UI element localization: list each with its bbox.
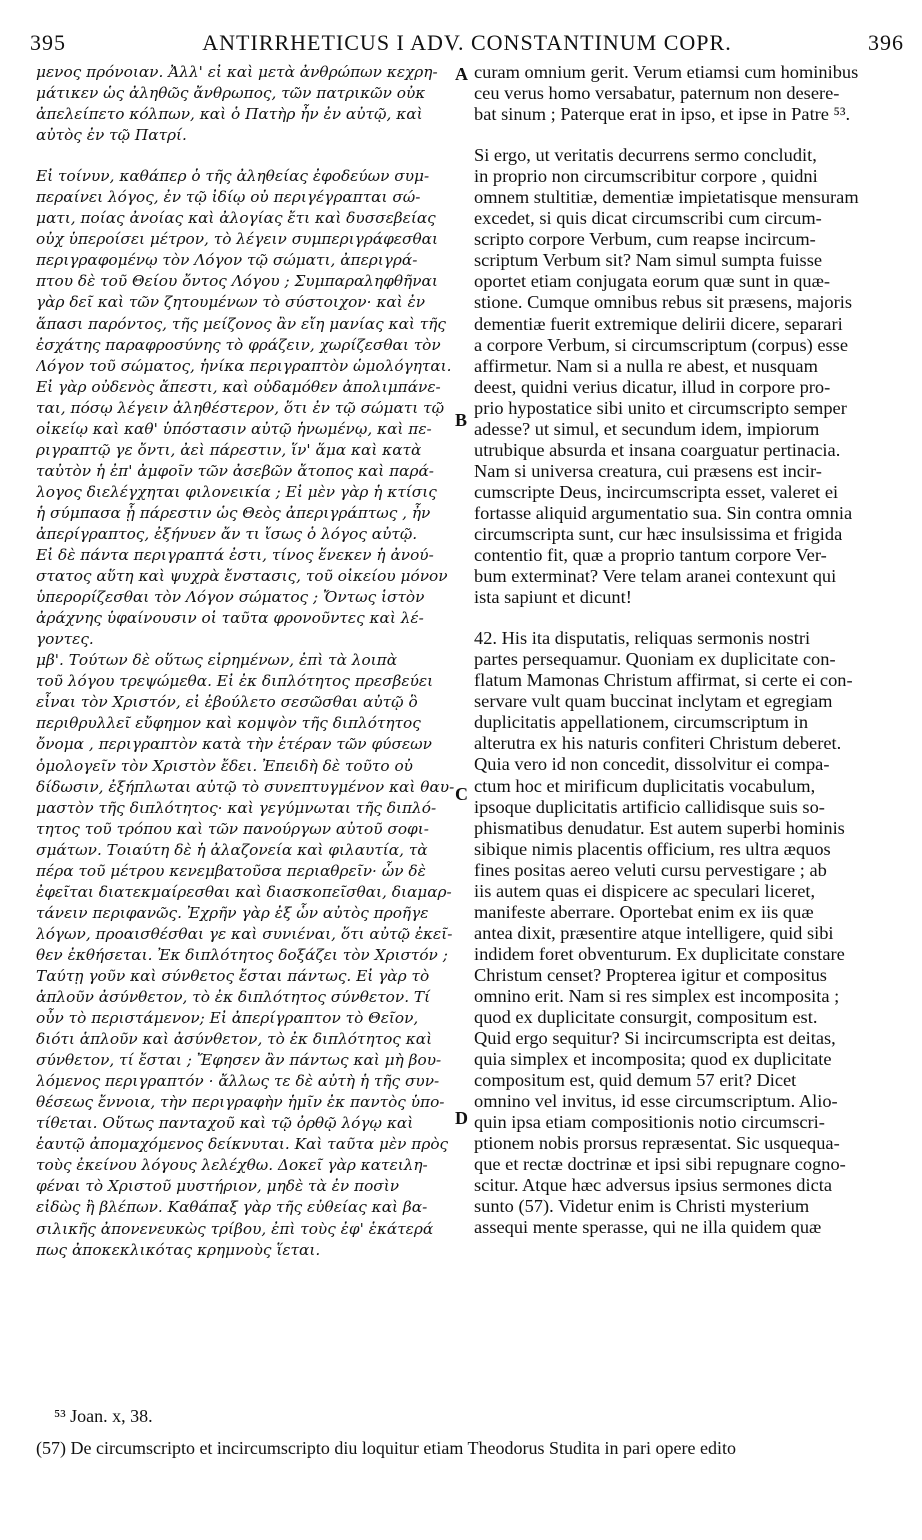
latin-line: adesse? ut simul, et secundum idem, impiorum (474, 418, 820, 439)
latin-line: compositum est, quid demum 57 erit? Dicet (474, 1070, 797, 1091)
latin-line: que et rectæ doctrinæ et ipsi sibi repugnare cogno- (474, 1154, 846, 1175)
greek-line: λογος διελέγχηται φιλονεικία ; Εἰ μὲν γὰρ ἡ κτίσις (36, 482, 437, 501)
greek-line: τητος τοῦ τρόπου καὶ τῶν πανούργων αὐτοῦ σοφι- (36, 819, 429, 838)
greek-line: τοῦ λόγου τρεψώμεθα. Εἰ ἐκ διπλότητος πρεσβεύει (36, 672, 434, 691)
latin-line: quia simplex et incomposita; quod ex duplicitate (474, 1049, 832, 1070)
footnotes (36, 1406, 904, 1470)
latin-line: flatum Mamonas Christum affirmat, si certe ei con- (474, 670, 853, 691)
latin-line: bat sinum ; Paterque erat in ipso, et ipse in Patre ⁵³. (474, 104, 851, 125)
latin-line: ipsoque duplicitatis artificio callidisque suis so- (474, 796, 825, 817)
latin-line: quod ex duplicitate consurgit, compositum est. (474, 1007, 818, 1028)
greek-line: Εἰ δὲ πάντα περιγραπτά ἐστι, τίνος ἕνεκεν ἡ ἀνού- (36, 546, 434, 565)
latin-line: Quid ergo sequitur? Si incircumscripta est deitas, (474, 1028, 836, 1049)
latin-line: in proprio non circumscribitur corpore , quidni (474, 166, 818, 187)
latin-line: oportet etiam conjugata eorum quæ sunt in quæ- (474, 271, 830, 292)
latin-line: utrubique absurda et insana coarguatur pertinacia. (474, 439, 841, 460)
greek-line: ται, πόσῳ λέγειν ἀληθέστερον, ὅτι ἐν τῷ σώματι τῷ (36, 398, 445, 417)
margin-letter-b: B (455, 410, 468, 430)
page-number-right: 396 (868, 30, 904, 55)
latin-line: sibique nimis placentis officium, res ultra æquos (474, 838, 831, 859)
latin-line: deest, quidni verius dicatur, illud in corpore pro- (474, 376, 831, 397)
latin-line: scripto corpore Verbum, cum reapse incircum- (474, 229, 816, 250)
greek-line: πτου δὲ τοῦ Θείου ὄντος Λόγου ; Συμπαραληφθῆναι (36, 272, 438, 291)
latin-paragraph-gap (474, 125, 892, 145)
greek-line: ὑπερορίζεσθαι τὸν Λόγον σώματος ; Ὄντως ἱστὸν (36, 588, 425, 607)
latin-line: ctum hoc et mirificum duplicitatis vocabulum, (474, 775, 816, 796)
greek-line: ριγραπτῷ γε ὄντι, ἀεὶ πάρεστιν, ἵν' ἅμα καὶ κατὰ (36, 440, 422, 459)
latin-line: excedet, si quis dicat circumscribi cum circum- (474, 208, 822, 229)
running-title: ANTIRRHETICUS I ADV. CONSTANTINUM COPR. (202, 30, 732, 55)
greek-line: στατος αὕτη καὶ ψυχρὰ ἔνστασις, τοῦ οἰκείου μόνον (36, 567, 448, 586)
latin-line: sunto (57). Videtur enim is Christi mysterium (474, 1196, 810, 1217)
latin-line: Quia vero id non concedit, dissolvitur ei compa- (474, 754, 830, 775)
latin-line: antea dixit, præsentire atque intelligere, quid sibi (474, 922, 834, 943)
greek-line: Εἰ τοίνυν, καθάπερ ὁ τῆς ἀληθείας ἐφοδεύων συμ- (36, 167, 430, 186)
greek-line: θεν ἐκθήσεται. Ἐκ διπλότητος δοξάζει τὸν Χριστόν ; (36, 945, 448, 964)
latin-line: omnem stultitiæ, dementiæ impietatisque mensuram (474, 187, 859, 208)
footnote-53: ⁵³ Joan. x, 38. (54, 1406, 153, 1426)
greek-line: σμάτων. Τοιαύτη δὲ ἡ ἀλαζονεία καὶ φιλαυτία, τὰ (36, 840, 428, 859)
latin-line: Christum censet? Propterea igitur et compositus (474, 964, 827, 985)
greek-line: ἀπερίγραπτος, ἐξήνυεν ἄν τι ἴσως ὁ λόγος αὐτῷ. (36, 524, 418, 543)
latin-line: prio hypostatice sibi unito et circumscripto semper (474, 397, 847, 418)
latin-line: partes persequamur. Quoniam ex duplicitate con- (474, 649, 836, 670)
greek-line: αὐτὸς ἐν τῷ Πατρί. (36, 126, 187, 145)
latin-line: dementiæ fuerit extremique delirii dicere, separari (474, 313, 843, 334)
latin-line: quin ipsa etiam compositionis notio circumscri- (474, 1112, 825, 1133)
greek-column (36, 62, 454, 1261)
latin-line: affirmetur. Nam si a nulla re abest, et nusquam (474, 355, 818, 376)
margin-letter-d: D (455, 1108, 468, 1128)
latin-line: phismatibus denudatur. Est autem superbi hominis (474, 817, 845, 838)
greek-line: Λόγον τοῦ σώματος, ἡνίκα περιγραπτὸν ὡμολόγηται. (36, 356, 452, 375)
greek-line: μβ'. Τούτων δὲ οὕτως εἰρημένων, ἐπὶ τὰ λοιπὰ (36, 651, 398, 670)
greek-line: μενος πρόνοιαν. Ἀλλ' εἰ καὶ μετὰ ἀνθρώπων κεχρη- (36, 63, 438, 81)
latin-line: manifeste aberrare. Oportebat enim ex iis quæ (474, 901, 814, 922)
greek-line: τάνειν περιφανῶς. Ἐχρῆν γὰρ ἐξ ὧν αὐτὸς προῆγε (36, 903, 429, 922)
latin-line: scitur. Atque hæc adversus ipsius sermones dicta (474, 1175, 833, 1196)
greek-line: διότι ἁπλοῦν καὶ ἀσύνθετον, τὸ ἐκ διπλότητος καὶ (36, 1030, 433, 1049)
latin-line: scriptum Verbum sit? Nam simul sumpta fuisse (474, 250, 823, 271)
greek-line: πως ἀποκεκλικότας κρημνοὺς ἵεται. (36, 1240, 321, 1259)
greek-line: περιθρυλλεῖ εὔφημον καὶ κομψὸν τῆς διπλότητος (36, 714, 421, 733)
greek-line: περιγραφομένῳ τὸν Λόγον τῷ σώματι, ἀπεριγρά- (36, 251, 418, 270)
greek-line: γοντες. (36, 630, 94, 649)
greek-line: ἁπλοῦν ἀσύνθετον, τὸ ἐκ διπλότητος σύνθετον. Τί (36, 988, 431, 1007)
greek-line: σύνθετον, τί ἔσται ; Ἔφησεν ἂν πάντως καὶ μὴ βου- (36, 1051, 442, 1070)
latin-line: omnino erit. Nam si res simplex est incomposita ; (474, 985, 840, 1006)
greek-line: ματι, ποίας ἀνοίας καὶ ἀλογίας ἔτι καὶ δυσσεβείας (36, 209, 436, 228)
latin-line: fines positas aereo veluti cursu pervestigare ; ab (474, 859, 827, 880)
latin-line: curam omnium gerit. Verum etiamsi cum hominibus (474, 62, 859, 82)
latin-column (474, 62, 892, 1239)
greek-line: οὖν τὸ περιστάμενον; Εἰ ἀπερίγραπτον τὸ Θεῖον, (36, 1009, 419, 1028)
greek-line: λόγων, προαισθέσθαι γε καὶ συνιέναι, ὅτι αὐτῷ ἐκεῖ- (36, 924, 453, 943)
latin-line: ptionem nobis prorsus repræsentat. Sic usquequa- (474, 1133, 840, 1154)
greek-line: ὁμολογεῖν τὸν Χριστὸν ἔδει. Ἐπειδὴ δὲ τοῦτο οὐ (36, 756, 413, 775)
latin-line: Si ergo, ut veritatis decurrens sermo concludit, (474, 145, 817, 166)
greek-line: δίδωσιν, ἐξήπλωται αὐτῷ τὸ συνεπτυγμένον καὶ θαυ- (36, 777, 454, 796)
greek-line: οἰκείῳ καὶ καθ' ὑπόστασιν αὐτῷ ἡνωμένῳ, καὶ πε- (36, 419, 432, 438)
latin-line: iis autem quas ei dispicere ac speculari liceret, (474, 880, 816, 901)
footnote-57: (57) De circumscripto et incircumscripto diu loquitur etiam Theodorus Studita in pari opere edito (36, 1438, 736, 1458)
greek-line: μάτικεν ὡς ἀληθῶς ἄνθρωπος, τῶν πατρικῶν οὐκ (36, 84, 426, 103)
latin-paragraph-gap (474, 608, 892, 628)
latin-line: assequi mente sperasse, qui ne illa quidem quæ (474, 1217, 822, 1238)
latin-line: alterutra ex his naturis confiteri Christum deberet. (474, 733, 842, 754)
greek-line: ἑαυτῷ ἀπομαχόμενος δείκνυται. Καὶ ταῦτα μὲν πρὸς (36, 1135, 449, 1154)
greek-line: ταὐτὸν ἡ ἐπ' ἀμφοῖν τῶν ἀσεβῶν ἄτοπος καὶ παρά- (36, 461, 434, 480)
latin-line: ista sapiunt et dicunt! (474, 587, 632, 608)
greek-line: γὰρ δεῖ καὶ τῶν ζητουμένων τὸ σύστοιχον· καὶ ἐν (36, 293, 426, 312)
latin-line: stione. Cumque omnibus rebus sit præsens, majoris (474, 292, 853, 313)
latin-line: omnino vel invitus, id esse circumscriptum. Alio- (474, 1091, 838, 1112)
greek-line: εἰδὼς ἢ βλέπων. Καθάπαξ γὰρ τῆς εὐθείας καὶ βα- (36, 1198, 428, 1217)
greek-line: πέρα τοῦ μέτρου κενεμβατοῦσα περιαθρεῖν· ὧν δὲ (36, 861, 426, 880)
latin-line: duplicitatis appellationem, circumscriptum in (474, 712, 809, 733)
margin-letter-a: A (455, 64, 468, 84)
greek-line: ὄνομα , περιγραπτὸν κατὰ τὴν ἑτέραν τῶν φύσεων (36, 735, 432, 754)
greek-line: περαίνει λόγος, ἐν τῷ ἰδίῳ οὐ περιγέγραπται σώ- (36, 188, 421, 207)
latin-line: circumscripta sunt, cur hæc insulsissima et frigida (474, 523, 843, 544)
greek-line: ἐσχάτης παραφροσύνης τὸ φράζειν, χωρίζεσθαι τὸν (36, 335, 441, 354)
latin-line: indidem foret obventurum. Ex duplicitate constare (474, 943, 845, 964)
latin-line: 42. His ita disputatis, reliquas sermonis nostri (474, 628, 811, 649)
greek-line: ἅπασι παρόντος, τῆς μείζονος ἂν εἴη μανίας καὶ τῆς (36, 314, 446, 333)
margin-letter-c: C (455, 784, 468, 804)
greek-line: Ταύτῃ γοῦν καὶ σύνθετος ἔσται πάντως. Εἰ γὰρ τὸ (36, 966, 430, 985)
greek-line: θέσεως ἔννοια, τὴν περιγραφὴν ἡμῖν ἐκ παντὸς ὑπο- (36, 1093, 445, 1112)
page-number-left: 395 (30, 30, 66, 55)
greek-line: Εἰ γὰρ οὐδενὸς ἄπεστι, καὶ οὐδαμόθεν ἀπολιμπάνε- (36, 377, 441, 396)
greek-line: φέναι τὸ Χριστοῦ μυστήριον, μηδὲ τὰ ἐν ποσὶν (36, 1177, 400, 1196)
latin-line: servare vult quam buccinat inclytam et egregiam (474, 691, 833, 712)
greek-line: μαστὸν τῆς διπλότητος· καὶ γεγύμνωται τῆς διπλό- (36, 798, 437, 817)
latin-line: Nam si universa creatura, cui præsens est incir- (474, 460, 822, 481)
latin-line: cumscripte Deus, incircumscripta esset, valeret ei (474, 481, 839, 502)
latin-line: contentio fit, quæ a proprio tantum corpore Ver- (474, 545, 827, 566)
greek-line: σιλικῆς ἀπονενευκὼς τρίβου, ἐπὶ τοὺς ἐφ' ἑκάτερά (36, 1219, 434, 1238)
greek-line: λόμενος περιγραπτόν · ἄλλως τε δὲ αὐτὴ ἡ τῆς συν- (36, 1072, 440, 1091)
greek-line: ἀράχνης ὑφαίνουσιν οἱ ταῦτα φρονοῦντες καὶ λέ- (36, 609, 424, 628)
greek-line: τοὺς ἐκείνου λόγους λελέχθω. Δοκεῖ γὰρ κατειλη- (36, 1156, 428, 1175)
greek-paragraph-gap (36, 146, 454, 166)
latin-line: ceu verus homo versabatur, paternum non desere- (474, 83, 840, 104)
greek-line: ἀπελείπετο κόλπων, καὶ ὁ Πατὴρ ἦν ἐν αὐτῷ, καὶ (36, 105, 423, 124)
greek-line: εἶναι τὸν Χριστόν, εἰ ἐβούλετο σεσῶσθαι αὐτῷ ὃ (36, 693, 418, 712)
greek-line: ἡ σύμπασα ᾗ πάρεστιν ὡς Θεὸς ἀπεριγράπτως , ἦν (36, 503, 431, 522)
latin-line: a corpore Verbum, si circumscriptum (corpus) esse (474, 334, 848, 355)
page-header (30, 30, 904, 60)
greek-line: οὐχ ὑπεροίσει μέτρον, τὸ λέγειν συμπεριγράφεσθαι (36, 230, 438, 249)
latin-line: fortasse aliquid argumentatio sua. Sin contra omnia (474, 502, 853, 523)
greek-line: τίθεται. Οὕτως πανταχοῦ καὶ τῷ ὀρθῷ λόγῳ καὶ (36, 1114, 414, 1133)
latin-line: bum exterminat? Vere telam aranei contexunt qui (474, 566, 837, 587)
greek-line: ἐφεῖται διατεκμαίρεσθαι καὶ διασκοπεῖσθαι, διαμαρ- (36, 882, 452, 901)
